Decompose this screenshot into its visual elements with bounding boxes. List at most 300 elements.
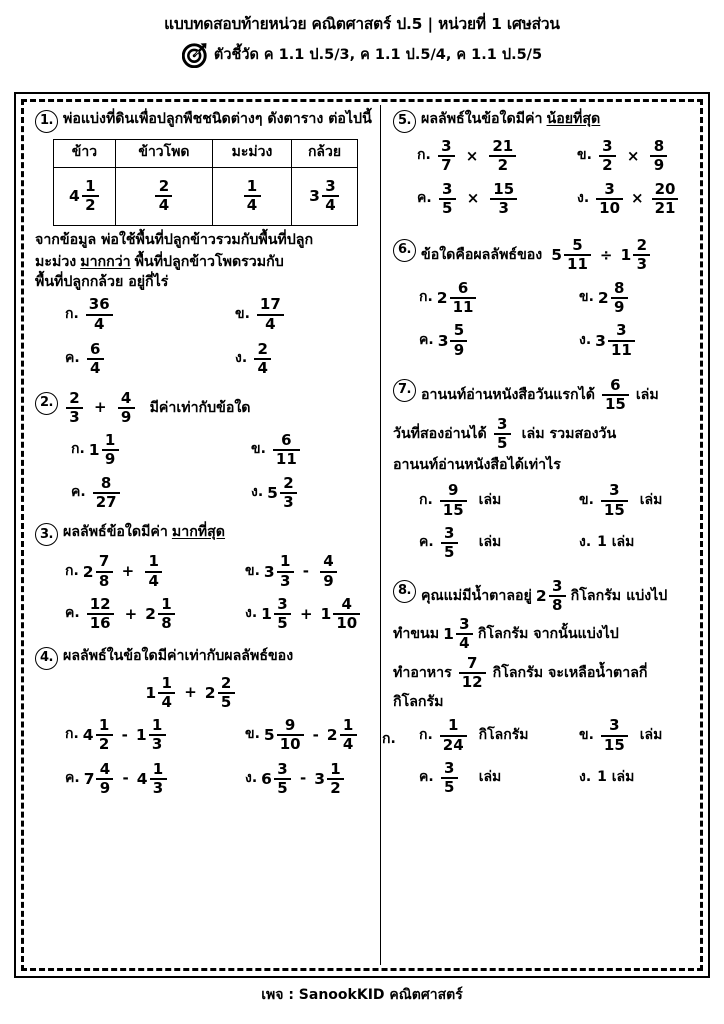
question-8-line-4: กิโลกรัม <box>393 694 444 711</box>
whole-part: 2 <box>145 605 156 624</box>
denominator: 3 <box>151 735 163 754</box>
fraction <box>86 297 113 332</box>
prompt2-line-2 <box>35 252 376 272</box>
denominator: 9 <box>613 298 625 317</box>
fraction <box>274 594 291 633</box>
denominator: 10 <box>336 614 358 633</box>
choice-label: ข. <box>235 305 250 322</box>
mixed-number <box>264 718 305 753</box>
choice-row <box>393 483 693 518</box>
whole-part: 4 <box>82 726 94 745</box>
whole-part: 1 <box>88 441 100 460</box>
mixed-number <box>595 323 636 358</box>
worksheet-header <box>0 0 724 68</box>
question-4-heading <box>35 646 376 670</box>
choice-row <box>35 339 376 378</box>
choice-label: ข. <box>579 289 594 306</box>
numerator: 17 <box>259 295 281 314</box>
operator: - <box>122 769 129 788</box>
denominator: 16 <box>89 614 111 633</box>
numerator: 3 <box>551 576 563 595</box>
numerator: 20 <box>654 179 676 198</box>
prompt-part: กิโลกรัม แบ่งไป <box>570 587 668 604</box>
prompt-part: วันที่สองอ่านได้ <box>393 425 487 442</box>
numerator: 8 <box>613 278 625 297</box>
choice-plain-value: 1 เล่ม <box>597 769 635 786</box>
question-5-number: 5. <box>393 110 416 133</box>
fraction <box>218 673 235 711</box>
choice-a[interactable] <box>35 554 245 589</box>
fraction <box>494 414 511 452</box>
denominator: 4 <box>161 692 172 711</box>
numerator: 3 <box>609 716 620 735</box>
fraction <box>440 483 467 518</box>
fraction <box>118 388 135 426</box>
prompt-underlined: มากที่สุด <box>171 524 226 541</box>
choice-b[interactable] <box>577 139 670 174</box>
choice-label: ข. <box>245 726 260 743</box>
denominator: 4 <box>342 735 354 754</box>
numerator: 1 <box>151 716 163 735</box>
choice-label: ค. <box>417 189 432 206</box>
choice-label: ง. <box>579 534 592 551</box>
target-dart-icon <box>182 41 209 68</box>
fraction <box>320 554 337 589</box>
choice-label: ข. <box>245 562 260 579</box>
fraction <box>441 523 458 562</box>
fraction <box>244 176 261 214</box>
fraction <box>149 718 166 753</box>
choice-label: ค. <box>71 484 86 501</box>
choice-label: ค. <box>65 350 80 367</box>
fraction <box>439 179 456 217</box>
question-1-heading <box>35 109 376 133</box>
choice-label: ก. <box>419 726 433 743</box>
choice-c[interactable] <box>393 323 579 358</box>
question-2-heading <box>35 388 376 426</box>
choice-label: ค. <box>419 331 434 348</box>
mixed-number <box>314 759 345 797</box>
choice-row <box>35 759 376 797</box>
question-2 <box>35 388 376 512</box>
whole-part: 4 <box>69 186 80 205</box>
fraction <box>633 238 650 273</box>
question-3-prompt <box>63 522 376 542</box>
prompt-part: กิโลกรัม จะเหลือน้ำตาลกี่ <box>492 664 648 681</box>
fraction <box>96 718 113 753</box>
fraction <box>601 483 628 518</box>
fraction <box>327 759 344 797</box>
choice-b[interactable] <box>235 297 287 332</box>
denominator: 12 <box>461 672 483 691</box>
mixed-number <box>443 617 474 652</box>
numerator: 1 <box>148 552 159 571</box>
whole-part: 7 <box>83 769 95 788</box>
choice-a[interactable] <box>393 718 579 753</box>
choice-a[interactable] <box>393 278 579 317</box>
choice-c[interactable] <box>35 594 245 633</box>
choice-d[interactable] <box>235 339 274 378</box>
denominator: 3 <box>152 778 164 797</box>
choice-d[interactable] <box>579 323 636 358</box>
denominator: 9 <box>120 407 132 426</box>
numerator: 4 <box>120 388 132 407</box>
mixed-number <box>136 718 167 753</box>
choice-label: ก. <box>65 305 79 322</box>
whole-part: 5 <box>267 484 278 503</box>
choice-label: ก. <box>419 289 433 306</box>
choice-unit: เล่ม <box>478 491 502 508</box>
worksheet-columns <box>25 103 699 967</box>
denominator: 4 <box>246 195 258 214</box>
choice-d[interactable] <box>579 533 634 553</box>
choice-a[interactable] <box>35 297 235 332</box>
mixed-number <box>83 554 114 589</box>
denominator: 4 <box>257 359 268 378</box>
choice-unit: เล่ม <box>478 769 502 786</box>
question-6-prompt <box>421 238 693 273</box>
question-7-heading <box>393 375 693 414</box>
question-1-prompt: พ่อแบ่งที่ดินเพื่อปลูกพืชชนิดต่างๆ ดังตาราง ต่อไปนี้ <box>63 111 372 127</box>
question-7-line-3: อานนท์อ่านหนังสือได้เท่าไร <box>393 457 561 474</box>
question-8-line-1 <box>421 576 693 614</box>
prompt-part: เล่ม รวมสองวัน <box>521 425 617 442</box>
numerator: 7 <box>98 552 110 571</box>
denominator: 3 <box>498 198 509 217</box>
fraction <box>273 433 300 468</box>
choice-c[interactable] <box>393 179 577 217</box>
whole-part: 3 <box>309 186 320 205</box>
choice-unit: เล่ม <box>478 534 502 551</box>
question-6 <box>393 238 693 358</box>
numerator: 1 <box>152 759 164 778</box>
question-7-line-2 <box>393 414 693 452</box>
operator: - <box>299 769 307 788</box>
prompt-part: ผลลัพธ์ข้อใดมีค่า <box>63 524 168 541</box>
question-4-number: 4. <box>35 647 58 670</box>
question-5 <box>393 109 693 216</box>
whole-part: 1 <box>320 605 332 624</box>
choice-unit: เล่ม <box>639 726 663 743</box>
choice-row <box>393 179 693 217</box>
indicator-label: ตัวชี้วัด ค 1.1 ป.5/3, ค 1.1 ป.5/4, ค 1.1 ป.5/5 <box>213 47 543 64</box>
question-5-heading <box>393 109 693 133</box>
denominator: 4 <box>89 359 101 378</box>
numerator: 1 <box>342 716 354 735</box>
denominator: 15 <box>442 500 464 519</box>
numerator: 2 <box>69 388 80 407</box>
fraction <box>155 176 172 214</box>
fraction <box>489 139 516 174</box>
fraction <box>257 297 284 332</box>
whole-part: 4 <box>136 769 148 788</box>
choice-label: ค. <box>65 605 80 622</box>
operator: - <box>121 725 128 744</box>
mixed-number <box>83 718 114 753</box>
question-8-choices <box>382 716 693 797</box>
fraction <box>158 594 175 633</box>
denominator: 9 <box>99 778 111 797</box>
mixed-number <box>136 759 168 797</box>
choice-row <box>35 718 376 753</box>
choice-c[interactable] <box>35 473 251 512</box>
choice-row <box>35 433 376 468</box>
choice-label: ข. <box>577 147 592 164</box>
mixed-number <box>69 176 100 214</box>
fraction <box>102 433 119 468</box>
prompt-part: เล่ม <box>635 387 659 404</box>
fraction <box>150 759 167 797</box>
numerator: 3 <box>609 481 620 500</box>
mixed-number <box>145 673 176 711</box>
fraction <box>456 617 473 652</box>
denominator: 4 <box>459 634 470 653</box>
fraction <box>459 653 486 691</box>
numerator: 2 <box>158 176 170 195</box>
table-header-cell: มะม่วง <box>213 140 292 168</box>
choice-b[interactable] <box>579 718 662 753</box>
choice-label: ง. <box>579 331 592 348</box>
choice-c[interactable] <box>35 339 235 378</box>
choice-d[interactable] <box>251 473 298 512</box>
denominator: 2 <box>98 735 110 754</box>
worksheet-frame <box>14 92 710 978</box>
denominator: 21 <box>654 198 676 217</box>
choice-b[interactable] <box>245 718 358 753</box>
choice-label: ค. <box>419 534 434 551</box>
fraction <box>608 323 635 358</box>
question-1-number: 1. <box>35 110 58 133</box>
choice-label: ค. <box>65 770 80 787</box>
fraction <box>490 179 517 217</box>
denominator: 27 <box>95 493 117 512</box>
choice-row <box>393 761 693 796</box>
numerator: 2 <box>220 673 232 692</box>
denominator: 3 <box>283 493 294 512</box>
choice-label: ข. <box>579 491 594 508</box>
numerator: 1 <box>104 431 116 450</box>
prompt-part: ผลลัพธ์ในข้อใดมีค่า <box>421 111 543 127</box>
numerator: 6 <box>281 431 292 450</box>
numerator: 6 <box>610 375 621 394</box>
choice-b[interactable] <box>579 483 662 518</box>
whole-part: 3 <box>263 562 275 581</box>
denominator: 9 <box>104 450 116 469</box>
numerator: 4 <box>99 759 111 778</box>
numerator: 6 <box>89 339 101 358</box>
numerator: 2 <box>283 473 294 492</box>
numerator: 21 <box>492 137 514 155</box>
fraction <box>280 473 297 512</box>
choice-c[interactable] <box>393 523 579 562</box>
choice-a[interactable] <box>35 433 251 468</box>
choice-row <box>393 718 693 753</box>
left-column <box>25 103 380 967</box>
whole-part: 6 <box>261 769 272 788</box>
question-2-number: 2. <box>35 392 58 415</box>
whole-part: 2 <box>597 289 609 308</box>
whole-part: 1 <box>443 625 454 644</box>
operator: + <box>121 561 135 580</box>
denominator: 8 <box>551 595 563 614</box>
table-row <box>54 167 358 225</box>
numerator: 3 <box>459 615 470 634</box>
question-8-number: 8. <box>393 580 416 603</box>
choice-unit: กิโลกรัม <box>478 726 529 743</box>
choice-label: ง. <box>245 605 258 622</box>
fraction <box>652 179 679 217</box>
choice-c[interactable] <box>35 759 245 797</box>
table-header-cell: ข้าวโพด <box>115 140 212 168</box>
numerator: 9 <box>448 481 459 500</box>
denominator: 9 <box>653 156 665 175</box>
choice-d[interactable] <box>577 179 681 217</box>
page-title: แบบทดสอบท้ายหน่วย คณิตศาสตร์ ป.5 | หน่วยที่ 1 เศษส่วน <box>164 15 560 33</box>
question-3 <box>35 522 376 631</box>
choice-b[interactable] <box>245 554 340 589</box>
numerator: 1 <box>161 594 172 613</box>
numerator: 7 <box>466 653 478 672</box>
denominator: 10 <box>599 198 621 217</box>
choice-b[interactable] <box>579 278 629 317</box>
mixed-number <box>620 238 651 273</box>
numerator: 1 <box>330 759 341 778</box>
choice-a[interactable] <box>35 718 245 753</box>
choice-row <box>35 554 376 589</box>
question-8-line-2 <box>393 617 693 652</box>
fraction <box>333 594 360 633</box>
choice-plain-value: 1 เล่ม <box>597 534 635 551</box>
denominator: 9 <box>453 340 465 359</box>
stray-choice-artifact: ก. <box>382 731 396 748</box>
prompt-part: คุณแม่มีน้ำตาลอยู่ <box>421 587 532 604</box>
denominator: 5 <box>220 692 232 711</box>
table-cell <box>54 167 116 225</box>
denominator: 9 <box>323 571 334 590</box>
question-7 <box>393 375 693 562</box>
question-4-choices <box>35 718 376 796</box>
denominator: 3 <box>69 407 80 426</box>
right-column <box>381 103 699 967</box>
question-5-prompt <box>421 109 693 129</box>
question-8 <box>382 576 693 797</box>
mixed-number <box>267 473 298 512</box>
denominator: 5 <box>443 543 455 562</box>
numerator: 3 <box>277 594 288 613</box>
denominator: 11 <box>452 298 474 317</box>
denominator: 2 <box>85 195 96 214</box>
whole-part: 2 <box>535 586 547 605</box>
fraction <box>611 278 628 317</box>
numerator: 1 <box>161 673 172 692</box>
question-5-choices <box>393 139 693 216</box>
numerator: 1 <box>448 716 459 735</box>
choice-a[interactable] <box>393 139 577 174</box>
denominator: 4 <box>158 195 170 214</box>
mixed-number <box>436 278 478 317</box>
numerator: 3 <box>277 759 288 778</box>
choice-b[interactable] <box>251 433 303 468</box>
whole-part: 2 <box>436 289 448 308</box>
numerator: 1 <box>246 176 258 195</box>
choice-row <box>35 297 376 332</box>
denominator: 15 <box>603 735 625 754</box>
fraction <box>549 576 566 614</box>
choice-row <box>393 323 693 358</box>
operator: × <box>631 189 644 208</box>
whole-part: 1 <box>620 246 632 265</box>
denominator: 4 <box>148 571 159 590</box>
mixed-number <box>551 238 592 273</box>
question-8-line-3 <box>393 653 693 691</box>
choice-d[interactable] <box>579 768 634 788</box>
denominator: 5 <box>277 614 288 633</box>
fraction <box>158 673 175 711</box>
question-7-line-1 <box>421 375 693 414</box>
denominator: 2 <box>330 778 341 797</box>
whole-part: 3 <box>314 769 325 788</box>
whole-part: 2 <box>326 726 338 745</box>
denominator: 5 <box>443 778 455 797</box>
whole-part: 5 <box>551 246 563 265</box>
question-7-choices <box>393 483 693 560</box>
fraction <box>440 718 467 753</box>
choice-unit: เล่ม <box>639 491 663 508</box>
mixed-number <box>327 718 358 753</box>
choice-d[interactable] <box>245 594 361 633</box>
numerator: 2 <box>257 339 268 358</box>
question-8-heading <box>393 576 693 614</box>
mixed-number <box>535 576 567 614</box>
question-3-number: 3. <box>35 523 58 546</box>
operator: × <box>465 146 479 165</box>
denominator: 8 <box>98 571 110 590</box>
prompt-part: อานนท์อ่านหนังสือวันแรกได้ <box>421 387 595 404</box>
operator: ÷ <box>599 245 613 264</box>
operator: - <box>312 725 319 744</box>
denominator: 3 <box>636 255 647 274</box>
choice-a[interactable] <box>393 483 579 518</box>
choice-row <box>35 594 376 633</box>
prompt2-underlined: มากกว่า <box>80 254 131 271</box>
choice-label: ง. <box>251 484 264 501</box>
fraction <box>596 179 623 217</box>
table-cell <box>115 167 212 225</box>
choice-row <box>35 473 376 512</box>
numerator: 6 <box>457 278 469 297</box>
fraction <box>441 761 458 796</box>
choice-c[interactable] <box>393 761 579 796</box>
table-header-cell: ข้าว <box>54 140 116 168</box>
choice-label: ก. <box>65 562 79 579</box>
mixed-number <box>83 759 115 797</box>
numerator: 3 <box>616 321 627 340</box>
denominator: 11 <box>610 340 632 359</box>
denominator: 8 <box>161 614 172 633</box>
fraction <box>564 238 591 273</box>
worksheet-footer: เพจ : SanookKID คณิตศาสตร์ <box>261 987 463 1003</box>
choice-label: ง. <box>577 189 590 206</box>
choice-d[interactable] <box>245 759 345 797</box>
operator: × <box>626 146 640 165</box>
choice-label: ก. <box>71 441 85 458</box>
denominator: 2 <box>497 156 509 175</box>
fraction <box>277 554 294 589</box>
numerator: 5 <box>572 236 583 255</box>
mixed-number <box>320 594 362 633</box>
mixed-number <box>89 433 120 468</box>
mixed-number <box>261 594 292 633</box>
